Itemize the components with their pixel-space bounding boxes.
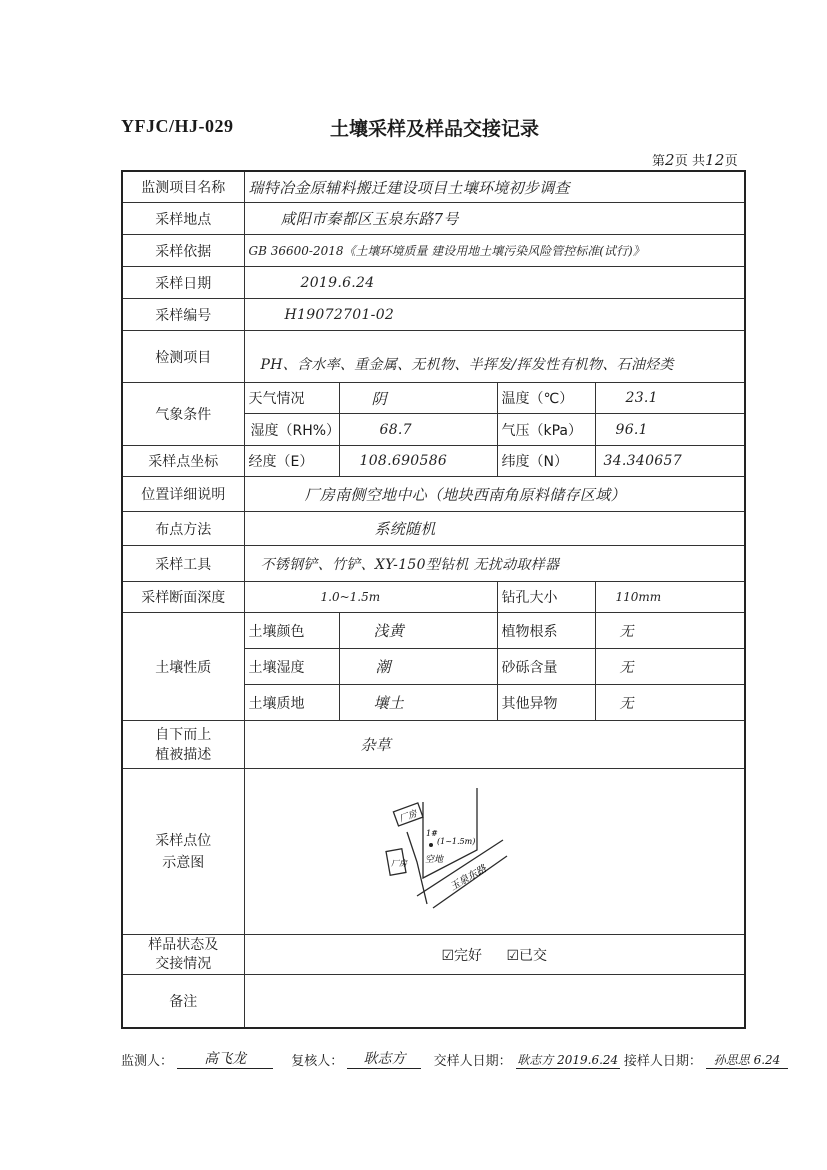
- coords-label: 采样点坐标: [122, 446, 244, 477]
- sketch-label: [122, 769, 244, 935]
- plant-root-value: 无: [619, 623, 634, 640]
- position-value: 厂房南侧空地中心（地块西南角原料储存区域）: [304, 485, 626, 504]
- row-sample-no: [122, 299, 745, 331]
- receiver-signature: 孙思思 6.24: [706, 1051, 788, 1069]
- page-counter: [652, 150, 738, 169]
- sampling-point-marker: [429, 843, 433, 847]
- soil-texture-label: 土壤质地: [244, 685, 339, 721]
- sketch-label-line2: 示意图: [162, 854, 205, 871]
- humidity-label: 湿度（RH%）: [244, 414, 339, 446]
- sketch-cell: [244, 769, 745, 935]
- page-suffix: 页: [724, 154, 738, 169]
- location-value: 咸阳市秦都区玉泉东路7号: [280, 210, 459, 228]
- page-prefix: 第: [652, 154, 666, 169]
- layout-label: 布点方法: [122, 512, 244, 546]
- tools-label: 采样工具: [122, 546, 244, 582]
- sketch-road-label: 玉泉东路: [447, 863, 488, 893]
- vegetation-value: 杂草: [360, 736, 392, 754]
- tools-value: 不锈钢铲、竹铲、XY-150型钻机 无扰动取样器: [260, 556, 560, 573]
- other-foreign-label: 其他异物: [497, 685, 595, 721]
- handover-label: 交样人日期：: [433, 1054, 512, 1069]
- soil-texture-value: 壤土: [373, 694, 405, 712]
- page-current: 2: [665, 151, 675, 169]
- date-value: 2019.6.24: [300, 274, 375, 291]
- page-total: 12: [705, 151, 725, 169]
- vegetation-label-line1: 自下而上: [155, 726, 212, 743]
- row-date: [122, 267, 745, 299]
- other-foreign-value: 无: [619, 695, 634, 712]
- project-name-label: 监测项目名称: [122, 171, 244, 203]
- row-coords: [122, 446, 745, 477]
- row-tools: [122, 546, 745, 582]
- gravel-label: 砂砾含量: [497, 649, 595, 685]
- weather-condition-value: 阴: [371, 389, 387, 408]
- row-test-items: [122, 331, 745, 383]
- row-status: [122, 935, 745, 975]
- basis-value: GB 36600-2018《土壤环境质量 建设用地土壤污染风险管控标准(试行)》: [248, 244, 645, 258]
- sketch-label-line1: 采样点位: [155, 832, 212, 849]
- basis-label: 采样依据: [122, 235, 244, 267]
- row-basis: [122, 235, 745, 267]
- remarks-label: 备注: [122, 975, 244, 1028]
- sketch-point-label: 1#: [425, 828, 438, 838]
- temperature-label: 温度（℃）: [497, 383, 595, 414]
- row-position: [122, 477, 745, 512]
- check-icon: ☑: [506, 947, 520, 964]
- document-code: YFJC/HJ-029: [121, 116, 234, 136]
- status-label-line2: 交接情况: [155, 955, 212, 972]
- receiver-label: 接样人日期：: [623, 1054, 702, 1069]
- record-table: [121, 170, 746, 1029]
- page-mid: 页 共: [674, 154, 705, 169]
- status-label-line1: 样品状态及: [148, 936, 219, 953]
- reviewer-signature: 耿志方: [347, 1048, 421, 1069]
- bore-value: 110mm: [615, 590, 662, 604]
- weather-label: 气象条件: [122, 383, 244, 446]
- project-name-value: 瑞特冶金原辅料搬迁建设项目土壤环境初步调查: [248, 178, 570, 197]
- row-soil-1: [122, 613, 745, 649]
- sketch-label-top: 厂房: [397, 808, 419, 825]
- monitor-signature: 高飞龙: [177, 1048, 273, 1069]
- weather-condition-label: 天气情况: [244, 383, 339, 414]
- vegetation-label-line2: 植被描述: [155, 746, 212, 763]
- sketch-side-wall: [407, 832, 427, 904]
- date-label: 采样日期: [122, 267, 244, 299]
- row-location: [122, 203, 745, 235]
- reviewer-label: 复核人：: [291, 1054, 344, 1069]
- signature-footer: [121, 1048, 781, 1069]
- layout-value: 系统随机: [374, 520, 436, 538]
- depth-value: 1.0~1.5m: [320, 590, 381, 604]
- soil-color-value: 浅黄: [373, 622, 405, 640]
- intact-checkbox[interactable]: [441, 945, 482, 965]
- location-label: 采样地点: [122, 203, 244, 235]
- sample-no-label: 采样编号: [122, 299, 244, 331]
- check-icon: ☑: [441, 947, 455, 964]
- page-title: 土壤采样及样品交接记录: [330, 118, 540, 140]
- row-vegetation: [122, 721, 745, 769]
- handover-signature: 耿志方 2019.6.24: [517, 1053, 619, 1067]
- row-depth: [122, 582, 745, 613]
- intact-label: 完好: [454, 947, 483, 964]
- longitude-value: 108.690586: [359, 453, 448, 469]
- row-layout: [122, 512, 745, 546]
- row-project-name: [122, 171, 745, 203]
- temperature-value: 23.1: [625, 390, 658, 406]
- sketch-label-left: 厂房: [390, 858, 407, 868]
- soil-moisture-label: 土壤湿度: [244, 649, 339, 685]
- handed-checkbox[interactable]: [506, 945, 547, 965]
- soil-moisture-value: 潮: [375, 658, 391, 676]
- row-sketch: [122, 769, 745, 935]
- sketch-side-label: 空地: [424, 854, 443, 865]
- site-sketch-diagram: [245, 770, 745, 934]
- depth-label: 采样断面深度: [122, 582, 244, 613]
- status-options: [244, 935, 745, 975]
- vegetation-label: [122, 721, 244, 769]
- sample-no-value: H19072701-02: [284, 306, 395, 323]
- pressure-label: 气压（kPa）: [497, 414, 595, 446]
- pressure-value: 96.1: [615, 421, 648, 438]
- soil-label: 土壤性质: [122, 613, 244, 721]
- latitude-label: 纬度（N）: [497, 446, 595, 477]
- longitude-label: 经度（E）: [244, 446, 339, 477]
- test-items-value: PH、含水率、重金属、无机物、半挥发/挥发性有机物、石油烃类: [260, 356, 674, 373]
- handed-label: 已交: [519, 947, 548, 964]
- soil-color-label: 土壤颜色: [244, 613, 339, 649]
- status-label: [122, 935, 244, 975]
- plant-root-label: 植物根系: [497, 613, 595, 649]
- humidity-value: 68.7: [379, 421, 412, 438]
- gravel-value: 无: [619, 659, 634, 676]
- sketch-depth-label: (1~1.5m): [436, 836, 475, 846]
- bore-label: 钻孔大小: [497, 582, 595, 613]
- remarks-value: [244, 975, 745, 1028]
- monitor-label: 监测人：: [121, 1054, 174, 1069]
- latitude-value: 34.340657: [603, 453, 682, 469]
- test-items-label: 检测项目: [122, 331, 244, 383]
- position-label: 位置详细说明: [122, 477, 244, 512]
- row-weather-1: [122, 383, 745, 414]
- row-remarks: [122, 975, 745, 1028]
